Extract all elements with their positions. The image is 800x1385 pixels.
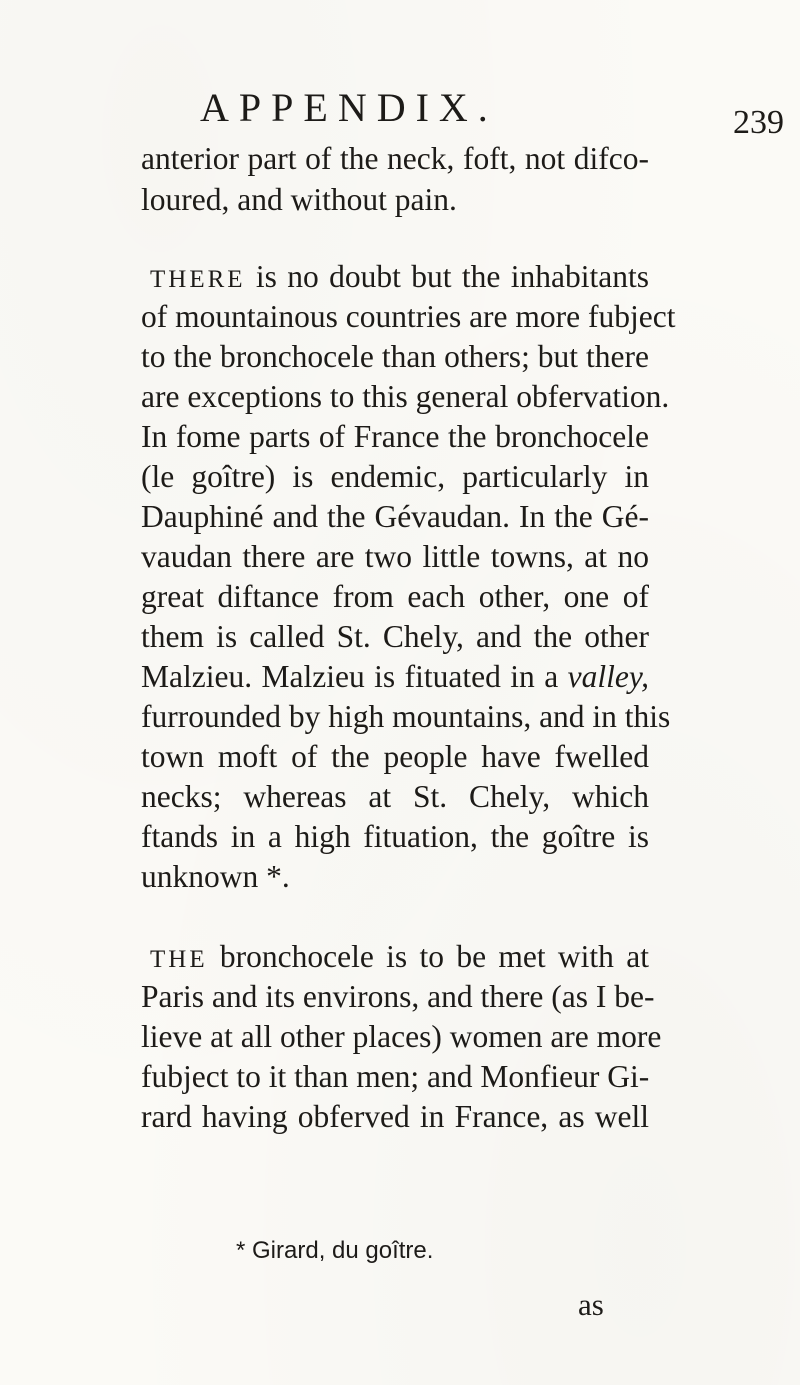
text-line-18: unknown *. bbox=[141, 859, 290, 894]
small-caps-lead-the: THE bbox=[150, 946, 208, 973]
running-head: APPENDIX. bbox=[200, 85, 498, 130]
text-line-15: town moft of the people have fwelled bbox=[141, 739, 649, 774]
text-line-19: THE bronchocele is to be met with at bbox=[150, 939, 649, 974]
text-line-16: necks; whereas at St. Chely, which bbox=[141, 779, 649, 814]
text-line-20: Paris and its environs, and there (as I be- bbox=[141, 979, 655, 1014]
text-line-7: In fome parts of France the bronchocele bbox=[141, 419, 649, 454]
text-line-5: to the bronchocele than others; but there bbox=[141, 339, 649, 374]
text-line-6: are exceptions to this general obfervation. bbox=[141, 379, 670, 414]
text-line-14: furrounded by high mountains, and in this bbox=[141, 699, 671, 734]
text-line-12: them is called St. Chely, and the other bbox=[141, 619, 649, 654]
catchword: as bbox=[578, 1287, 604, 1322]
text-line-13: Malzieu. Malzieu is fituated in a valley, bbox=[141, 659, 649, 694]
text-line-11: great diftance from each other, one of bbox=[141, 579, 649, 614]
text-line-22: fubject to it than men; and Monfieur Gi- bbox=[141, 1059, 650, 1094]
text-line-2: loured, and without pain. bbox=[141, 182, 457, 217]
text-line-3: THERE is no doubt but the inhabitants bbox=[150, 259, 649, 294]
page-number: 239 bbox=[733, 104, 784, 141]
small-caps-lead-there: THERE bbox=[150, 266, 246, 293]
text-line-21: lieve at all other places) women are more bbox=[141, 1019, 662, 1054]
text-line-9: Dauphiné and the Gévaudan. In the Gé- bbox=[141, 499, 649, 534]
footnote: * Girard, du goître. bbox=[236, 1237, 434, 1264]
text-line-23: rard having obferved in France, as well bbox=[141, 1099, 649, 1134]
text-line-10: vaudan there are two little towns, at no bbox=[141, 539, 649, 574]
text-line-17: ftands in a high fituation, the goître is bbox=[141, 819, 649, 854]
text-line-1: anterior part of the neck, foft, not difco- bbox=[141, 141, 649, 176]
text-line-4: of mountainous countries are more fubject bbox=[141, 299, 676, 334]
text-line-8: (le goître) is endemic, particularly in bbox=[141, 459, 649, 494]
